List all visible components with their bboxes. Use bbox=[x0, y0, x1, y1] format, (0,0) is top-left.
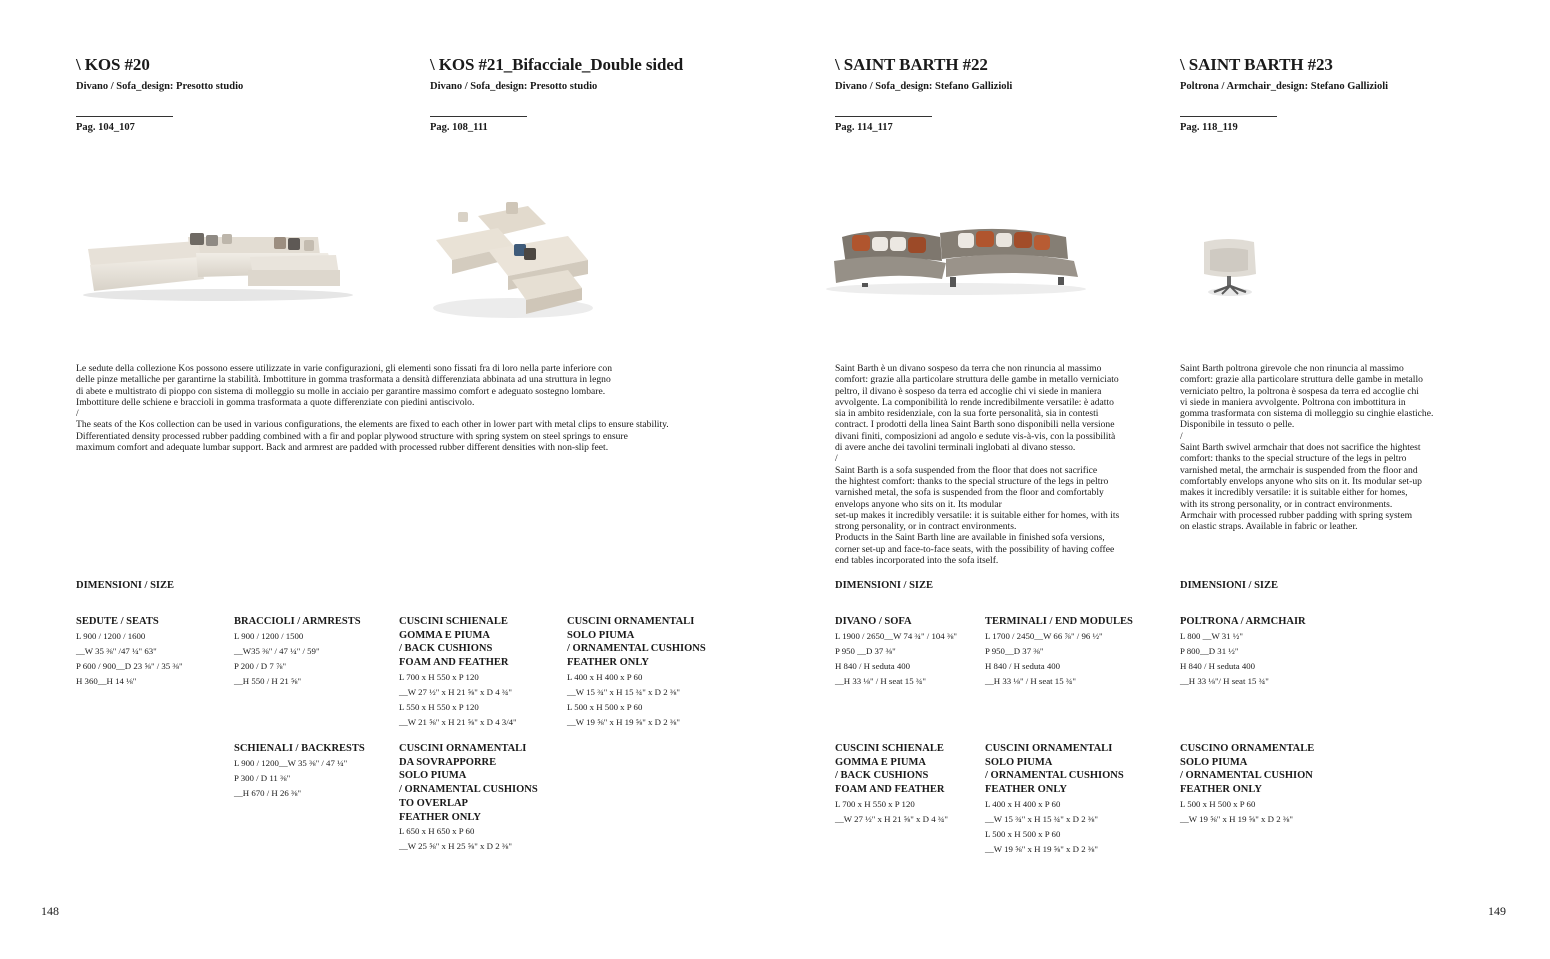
description-line: di abete e multistrato di pioppo con sistema di molleggio su molle in acciaio per garantire massimo comfort e adeguato sostegno lombare. bbox=[76, 385, 606, 397]
saint-barth-sofa-description bbox=[835, 363, 1145, 566]
dim-title: TERMINALI / END MODULES bbox=[985, 616, 1133, 627]
dim-line: __W 19 ⅝" x H 19 ⅝" x D 2 ⅜" bbox=[567, 716, 680, 727]
dim-line: __W 15 ¾" x H 15 ¾" x D 2 ⅜" bbox=[985, 813, 1098, 824]
description-line: delle pinze metalliche per garantirne la stabilità. Imbottiture in gomma trasformata a densità differenziata abbinata ad una struttura in legno bbox=[76, 374, 611, 386]
description-line: Saint Barth è un divano sospeso da terra che non rinuncia al massimo bbox=[835, 363, 1102, 374]
dim-title: FEATHER ONLY bbox=[567, 657, 649, 669]
description-line: with its strong personality, or in contract environments. bbox=[1180, 498, 1393, 510]
dim-line: L 500 x H 500 x P 60 bbox=[985, 828, 1061, 839]
description-line: di avere anche dei tavolini terminali inglobati al divano stesso. bbox=[835, 442, 1076, 454]
description-line: Saint Barth is a sofa suspended from the floor that does not sacrifice bbox=[835, 464, 1098, 476]
dim-line: H 840 / H seduta 400 bbox=[835, 660, 911, 671]
description-line: Imbottiture delle schiene e braccioli in gomma trasformata a quote differenziate con piedini antiscivolo. bbox=[76, 396, 475, 408]
saint-barth-armchair-description bbox=[1180, 363, 1480, 532]
page-reference: Pag. 114_117 bbox=[835, 122, 893, 133]
description-line: Saint Barth swivel armchair that does not sacrifice the hightest bbox=[1180, 442, 1421, 454]
description-line: maximum comfort and adequate lumbar support. Back and armrest are padded with processed rubber different densities with non-slip feet. bbox=[76, 442, 609, 454]
page-reference: Pag. 108_111 bbox=[430, 122, 488, 133]
dim-block-seats bbox=[76, 615, 183, 689]
dim-line: H 360__H 14 ⅛" bbox=[76, 675, 137, 686]
dim-title: DIVANO / SOFA bbox=[835, 616, 912, 627]
suspended-sofa-image bbox=[822, 215, 1090, 300]
divider bbox=[76, 116, 173, 117]
dim-block-sb-back-cushions bbox=[835, 742, 948, 827]
description-line: comfort: thanks to the special structure of the legs in peltro bbox=[1180, 453, 1407, 465]
dim-title: SOLO PIUMA bbox=[399, 770, 467, 782]
dim-line: L 650 x H 650 x P 60 bbox=[399, 826, 475, 837]
dim-line: __W 27 ½" x H 21 ⅝" x D 4 ¾" bbox=[835, 813, 948, 824]
dim-title: SOLO PIUMA bbox=[1180, 756, 1248, 768]
dim-line: __H 550 / H 21 ⅝" bbox=[234, 675, 302, 686]
dim-title: CUSCINI SCHIENALE bbox=[835, 743, 944, 754]
product-title: \ SAINT BARTH #23 bbox=[1180, 55, 1333, 74]
product-subtitle: Divano / Sofa_design: Presotto studio bbox=[430, 81, 598, 92]
dim-line: P 300 / D 11 ⅜" bbox=[234, 772, 291, 783]
page-reference: Pag. 118_119 bbox=[1180, 122, 1238, 133]
kos-description bbox=[76, 363, 716, 453]
description-line: envelops anyone who sits on it. Its modular bbox=[835, 498, 1002, 510]
dim-title: CUSCINO ORNAMENTALE bbox=[1180, 743, 1315, 754]
description-line: / bbox=[1180, 430, 1183, 442]
dim-title: FOAM AND FEATHER bbox=[835, 784, 945, 796]
dim-line: L 700 x H 550 x P 120 bbox=[399, 671, 479, 682]
dim-line: __H 670 / H 26 ⅜" bbox=[234, 787, 302, 798]
dim-line: __W 19 ⅝" x H 19 ⅝" x D 2 ⅜" bbox=[985, 843, 1098, 854]
description-line: gomma trasformata con sistema di molleggio su cinghie elastiche. bbox=[1180, 408, 1434, 420]
description-line: end tables incorporated into the sofa itself. bbox=[835, 555, 999, 567]
dim-title: / BACK CUSHIONS bbox=[399, 643, 493, 655]
divider bbox=[835, 116, 932, 117]
description-line: makes it incredibly versatile: it is suitable either for homes, bbox=[1180, 487, 1408, 499]
dimensions-heading: DIMENSIONI / SIZE bbox=[835, 580, 934, 591]
dim-title: DA SOVRAPPORRE bbox=[399, 756, 497, 768]
description-line: Saint Barth poltrona girevole che non rinuncia al massimo bbox=[1180, 363, 1404, 374]
dim-line: __W 19 ⅝" x H 19 ⅝" x D 2 ⅜" bbox=[1180, 813, 1293, 824]
dim-title: SCHIENALI / BACKRESTS bbox=[234, 743, 365, 754]
dim-line: L 500 x H 500 x P 60 bbox=[567, 701, 643, 712]
description-line: Disponibile in tessuto o pelle. bbox=[1180, 419, 1295, 431]
dimensions-heading: DIMENSIONI / SIZE bbox=[1180, 580, 1279, 591]
description-line: set-up makes it incredibly versatile: it is suitable either for homes, with its bbox=[835, 509, 1120, 521]
dim-title: GOMMA E PIUMA bbox=[399, 629, 490, 641]
dim-line: L 800 __W 31 ½" bbox=[1180, 630, 1243, 641]
dim-line: __W35 ⅜" / 47 ¼" / 59" bbox=[234, 645, 320, 656]
dim-line: __W 21 ⅝" x H 21 ⅝" x D 4 3/4" bbox=[399, 716, 517, 727]
dim-line: L 400 x H 400 x P 60 bbox=[985, 798, 1061, 809]
product-title: \ SAINT BARTH #22 bbox=[835, 55, 988, 74]
description-line: contract. I prodotti della linea Saint Barth sono disponibili nella versione bbox=[835, 419, 1115, 431]
description-line: comfort: grazie alla particolare struttura delle gambe in metallo verniciato bbox=[835, 374, 1119, 386]
product-subtitle: Divano / Sofa_design: Stefano Gallizioli bbox=[835, 81, 1013, 92]
product-subtitle: Divano / Sofa_design: Presotto studio bbox=[76, 81, 244, 92]
dim-block-sb-ornamental-cushions bbox=[985, 742, 1124, 857]
dim-title: / ORNAMENTAL CUSHION bbox=[1180, 770, 1313, 782]
dim-title: FEATHER ONLY bbox=[985, 784, 1067, 796]
product-header-kos-21 bbox=[430, 55, 683, 133]
product-title: \ KOS #20 bbox=[76, 55, 150, 74]
dim-line: H 840 / H seduta 400 bbox=[985, 660, 1061, 671]
product-subtitle: Poltrona / Armchair_design: Stefano Gallizioli bbox=[1180, 81, 1389, 92]
description-line: Armchair with processed rubber padding with spring system bbox=[1180, 509, 1413, 521]
description-line: divani finiti, composizioni ad angolo e sedute vis-à-vis, con la possibilità bbox=[835, 430, 1116, 442]
dim-line: L 500 x H 500 x P 60 bbox=[1180, 798, 1256, 809]
dim-line: L 700 x H 550 x P 120 bbox=[835, 798, 915, 809]
dim-block-armrests bbox=[234, 615, 361, 689]
description-line: The seats of the Kos collection can be used in various configurations, the elements are fixed to each other in lower part with metal clips to ensure stability. bbox=[76, 419, 669, 431]
dim-title: SOLO PIUMA bbox=[567, 629, 635, 641]
dim-title: SOLO PIUMA bbox=[985, 756, 1053, 768]
dim-title: CUSCINI SCHIENALE bbox=[399, 616, 508, 627]
divider bbox=[430, 116, 527, 117]
description-line: peltro, il divano è sospeso da terra ed accoglie chi vi siede in maniera bbox=[835, 385, 1102, 397]
description-line: avvolgente. La componibilità lo rende incredibilmente versatile: è adatto bbox=[835, 396, 1114, 408]
dim-line: __H 33 ⅛" / H seat 15 ¾" bbox=[985, 675, 1076, 686]
dim-title: CUSCINI ORNAMENTALI bbox=[985, 743, 1113, 754]
dim-title: FOAM AND FEATHER bbox=[399, 657, 509, 669]
description-line: / bbox=[76, 408, 79, 420]
dim-title: FEATHER ONLY bbox=[1180, 784, 1262, 796]
description-line: verniciato peltro, la poltrona è sospesa da terra ed accoglie chi bbox=[1180, 385, 1419, 397]
dim-block-sofa bbox=[835, 615, 957, 689]
dim-line: P 800__D 31 ½" bbox=[1180, 645, 1239, 656]
dim-title: CUSCINI ORNAMENTALI bbox=[399, 743, 527, 754]
dim-title: TO OVERLAP bbox=[399, 797, 468, 809]
dim-line: P 950 __D 37 ⅜" bbox=[835, 645, 896, 656]
description-line: varnished metal, the sofa is suspended from the floor and comfortably bbox=[835, 487, 1104, 499]
dim-line: P 200 / D 7 ⅞" bbox=[234, 660, 287, 671]
dim-title: SEDUTE / SEATS bbox=[76, 616, 159, 627]
double-sided-sofa-image bbox=[418, 188, 603, 328]
description-line: strong personality, or in contract environments. bbox=[835, 521, 1017, 533]
page-reference: Pag. 104_107 bbox=[76, 122, 135, 133]
divider bbox=[1180, 116, 1277, 117]
dim-title: FEATHER ONLY bbox=[399, 811, 481, 823]
dim-line: P 950__D 37 ⅜" bbox=[985, 645, 1044, 656]
description-line: / bbox=[835, 453, 838, 465]
dim-block-sb-ornamental-cushion bbox=[1180, 742, 1314, 827]
product-title: \ KOS #21_Bifacciale_Double sided bbox=[430, 55, 684, 74]
dim-line: L 400 x H 400 x P 60 bbox=[567, 671, 643, 682]
description-line: Differentiated density processed rubber padding combined with a fir and poplar plywood structure with spring system on steel springs to ensure bbox=[76, 430, 628, 442]
description-line: varnished metal, the armchair is suspended from the floor and bbox=[1180, 464, 1418, 476]
product-header-saint-barth-22 bbox=[835, 55, 1012, 133]
product-header-kos-20 bbox=[76, 55, 243, 133]
dim-title: / BACK CUSHIONS bbox=[835, 770, 929, 782]
dim-line: L 550 x H 550 x P 120 bbox=[399, 701, 479, 712]
swivel-armchair-image bbox=[1196, 234, 1266, 299]
dim-block-overlap-cushions bbox=[399, 742, 538, 854]
dim-line: H 840 / H seduta 400 bbox=[1180, 660, 1256, 671]
description-line: comfort: grazie alla particolare struttura delle gambe in metallo bbox=[1180, 374, 1423, 386]
modular-corner-sofa-image bbox=[78, 215, 358, 305]
dim-title: POLTRONA / ARMCHAIR bbox=[1180, 616, 1306, 627]
product-header-saint-barth-23 bbox=[1180, 55, 1388, 133]
dim-line: __W 27 ½" x H 21 ⅝" x D 4 ¾" bbox=[399, 686, 512, 697]
dim-line: L 900 / 1200 / 1500 bbox=[234, 630, 304, 641]
dim-block-end-modules bbox=[985, 615, 1133, 689]
dim-line: L 1700 / 2450__W 66 ⅞" / 96 ½" bbox=[985, 630, 1103, 641]
description-line: vi siede in maniera avvolgente. Poltrona con imbottitura in bbox=[1180, 396, 1406, 408]
description-line: Products in the Saint Barth line are available in finished sofa versions, bbox=[835, 532, 1105, 544]
dim-line: __W 25 ⅝" x H 25 ⅝" x D 2 ⅜" bbox=[399, 841, 512, 852]
dim-title: CUSCINI ORNAMENTALI bbox=[567, 616, 695, 627]
dim-block-back-cushions bbox=[399, 615, 517, 730]
description-line: Le sedute della collezione Kos possono essere utilizzate in varie configurazioni, gli elementi sono fissati fra di loro nella parte inferiore con bbox=[76, 363, 612, 374]
description-line: sia in ambito residenziale, con la sua forte personalità, sia in contesti bbox=[835, 408, 1099, 420]
dim-line: __H 33 ⅛"/ H seat 15 ¾" bbox=[1180, 675, 1269, 686]
description-line: comfortably envelops anyone who sits on it. Its modular set-up bbox=[1180, 475, 1422, 487]
dim-block-backrests bbox=[234, 742, 365, 801]
page-number-right: 149 bbox=[1488, 904, 1506, 918]
dim-line: L 900 / 1200 / 1600 bbox=[76, 630, 146, 641]
dim-line: L 1900 / 2650__W 74 ¾" / 104 ⅜" bbox=[835, 630, 958, 641]
description-line: corner set-up and face-to-face seats, with the possibility of having coffee bbox=[835, 543, 1115, 555]
description-line: on elastic straps. Available in fabric or leather. bbox=[1180, 521, 1358, 533]
dim-block-ornamental-cushions bbox=[567, 615, 706, 730]
dim-line: __H 33 ⅛" / H seat 15 ¾" bbox=[835, 675, 926, 686]
dim-title: GOMMA E PIUMA bbox=[835, 756, 926, 768]
dim-line: P 600 / 900__D 23 ⅝" / 35 ⅜" bbox=[76, 660, 183, 671]
dim-title: BRACCIOLI / ARMRESTS bbox=[234, 616, 361, 627]
dim-line: L 900 / 1200__W 35 ⅜" / 47 ¼" bbox=[234, 757, 348, 768]
dim-block-armchair bbox=[1180, 615, 1306, 689]
dim-line: __W 15 ¾" x H 15 ¾" x D 2 ⅜" bbox=[567, 686, 680, 697]
page-number-left: 148 bbox=[41, 904, 59, 918]
dim-title: / ORNAMENTAL CUSHIONS bbox=[399, 784, 538, 796]
dim-title: / ORNAMENTAL CUSHIONS bbox=[985, 770, 1124, 782]
dim-title: / ORNAMENTAL CUSHIONS bbox=[567, 643, 706, 655]
dimensions-heading: DIMENSIONI / SIZE bbox=[76, 580, 175, 591]
dim-line: __W 35 ⅜" /47 ¼" 63" bbox=[76, 645, 157, 656]
description-line: the hightest comfort: thanks to the special structure of the legs in peltro bbox=[835, 475, 1109, 487]
